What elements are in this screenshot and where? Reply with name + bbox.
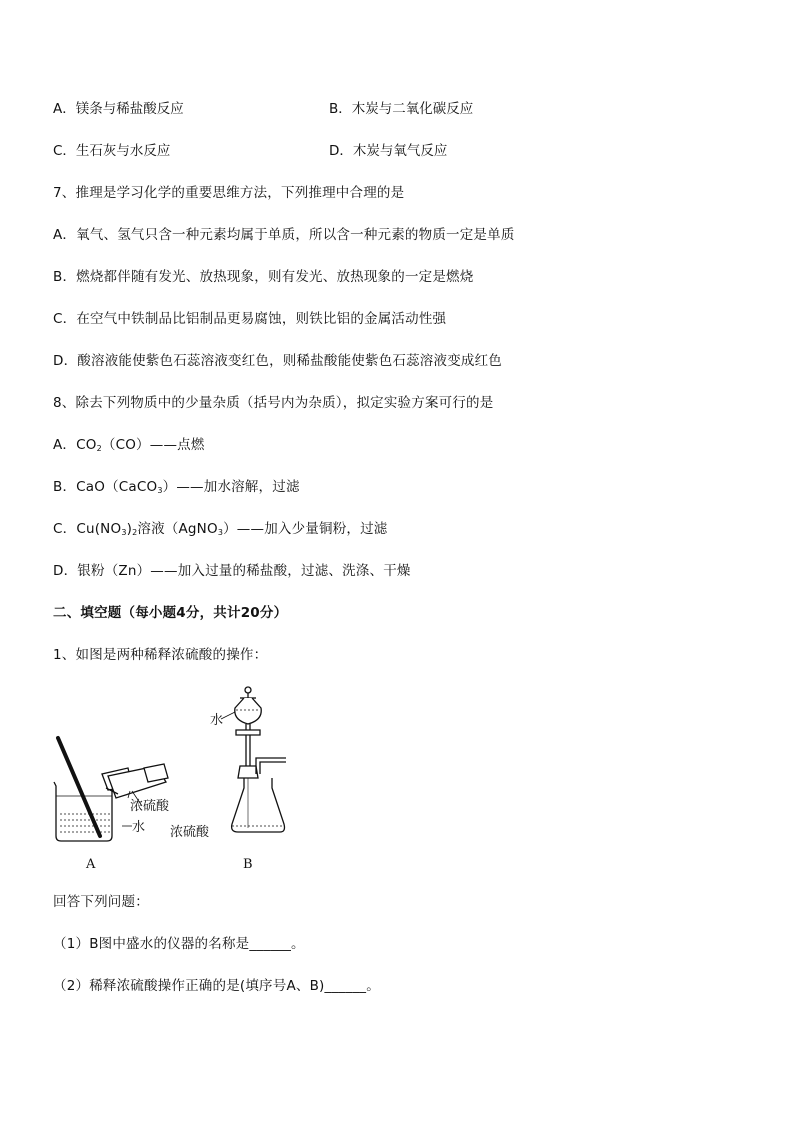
q6-option-c: C．生石灰与水反应 <box>53 143 171 159</box>
dilution-figure <box>50 686 300 876</box>
q8-option-d: D．银粉（Zn）——加入过量的稀盐酸，过滤、洗涤、干燥 <box>53 563 411 579</box>
q7-option-c: C．在空气中铁制品比铝制品更易腐蚀，则铁比铝的金属活动性强 <box>53 311 447 327</box>
q8-option-a: A．$CO_2(CO)——$点燃 <box>53 437 205 453</box>
q7-option-b: B．燃烧都伴随有发光、放热现象，则有发光、放热现象的一定是燃烧 <box>53 269 474 285</box>
q8-stem: 8、除去下列物质中的少量杂质（括号内为杂质），拟定实验方案可行的是 <box>53 395 494 411</box>
beaker-setup-a <box>54 738 168 841</box>
flask-setup-b <box>221 687 286 832</box>
q1-stem: 1、如图是两种稀释浓硫酸的操作： <box>53 647 268 663</box>
caption-a: A <box>86 857 96 872</box>
label-water-b: 水 <box>210 713 224 728</box>
label-water-a: 水 <box>132 820 146 835</box>
q8-option-b: B．CaO（CaCO$_3$）——加水溶解，过滤 <box>53 479 300 495</box>
label-acid-b: 浓硫酸 <box>170 825 210 840</box>
q6-option-a: A．镁条与稀盐酸反应 <box>53 101 184 117</box>
q6-option-d: D．木炭与氧气反应 <box>329 143 448 159</box>
q8-option-c: C．$Cu(NO_3)_2$溶液（AgNO$_3$）——加入少量铜粉，过滤 <box>53 521 388 537</box>
answer-intro: 回答下列问题： <box>53 894 149 910</box>
section-heading: 二、填空题（每小题4分，共计20分） <box>53 605 288 621</box>
q7-option-a: A．氧气、氢气只含一种元素均属于单质，所以含一种元素的物质一定是单质 <box>53 227 515 243</box>
q6-option-b: B．木炭与二氧化碳反应 <box>329 101 474 117</box>
label-acid-a: 浓硫酸 <box>130 799 170 814</box>
q7-option-d: D．酸溶液能使紫色石蕊溶液变红色，则稀盐酸能使紫色石蕊溶液变成红色 <box>53 353 502 369</box>
sub-question-1: （1）B图中盛水的仪器的名称是______。 <box>53 936 305 952</box>
q7-stem: 7、推理是学习化学的重要思维方法，下列推理中合理的是 <box>53 185 405 201</box>
dilution-diagram <box>50 686 300 876</box>
sub-question-2: （2）稀释浓硫酸操作正确的是(填序号A、B)______。 <box>53 978 380 994</box>
caption-b: B <box>243 857 253 872</box>
